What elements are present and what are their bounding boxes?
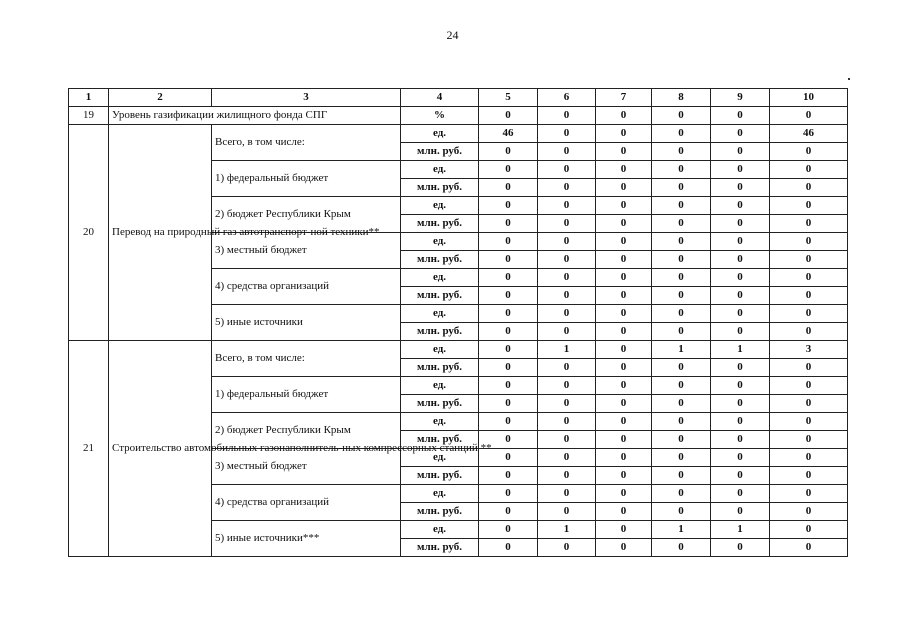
value-cell: 0 bbox=[770, 143, 848, 161]
value-cell: 0 bbox=[479, 377, 538, 395]
table-row bbox=[69, 341, 848, 359]
value-cell: 1 bbox=[711, 521, 770, 539]
value-cell: 0 bbox=[479, 287, 538, 305]
value-cell: 0 bbox=[538, 125, 596, 143]
value-cell: 0 bbox=[479, 305, 538, 323]
value-cell: 0 bbox=[711, 197, 770, 215]
value-cell: 1 bbox=[711, 341, 770, 359]
value-cell: 0 bbox=[479, 485, 538, 503]
value-cell: 0 bbox=[652, 395, 711, 413]
source-label: 3) местный бюджет bbox=[212, 449, 401, 485]
value-cell: 0 bbox=[538, 467, 596, 485]
value-cell: 0 bbox=[596, 539, 652, 557]
value-cell: 0 bbox=[711, 359, 770, 377]
value-cell: 0 bbox=[711, 161, 770, 179]
value-cell: 0 bbox=[652, 251, 711, 269]
value-cell: 0 bbox=[596, 413, 652, 431]
value-cell: 0 bbox=[652, 269, 711, 287]
value-cell: 46 bbox=[479, 125, 538, 143]
source-label: 4) средства организаций bbox=[212, 269, 401, 305]
value-cell: 0 bbox=[479, 323, 538, 341]
unit-cell: % bbox=[401, 107, 479, 125]
unit-cell: млн. руб. bbox=[401, 431, 479, 449]
source-label: 1) федеральный бюджет bbox=[212, 161, 401, 197]
value-cell: 0 bbox=[770, 161, 848, 179]
value-cell: 0 bbox=[652, 377, 711, 395]
value-cell: 0 bbox=[538, 413, 596, 431]
header-cell: 6 bbox=[538, 89, 596, 107]
value-cell: 0 bbox=[538, 395, 596, 413]
value-cell: 0 bbox=[596, 305, 652, 323]
page-number: 24 bbox=[446, 28, 459, 42]
unit-cell: ед. bbox=[401, 161, 479, 179]
value-cell: 0 bbox=[596, 395, 652, 413]
value-cell: 46 bbox=[770, 125, 848, 143]
value-cell: 0 bbox=[596, 485, 652, 503]
value-cell: 0 bbox=[596, 521, 652, 539]
unit-cell: млн. руб. bbox=[401, 359, 479, 377]
value-cell: 0 bbox=[711, 233, 770, 251]
unit-cell: млн. руб. bbox=[401, 251, 479, 269]
table-body bbox=[69, 89, 848, 557]
value-cell: 0 bbox=[711, 377, 770, 395]
header-cell: 8 bbox=[652, 89, 711, 107]
source-label: 5) иные источники bbox=[212, 305, 401, 341]
value-cell: 0 bbox=[479, 521, 538, 539]
value-cell: 0 bbox=[538, 485, 596, 503]
value-cell: 0 bbox=[770, 215, 848, 233]
value-cell: 0 bbox=[652, 179, 711, 197]
unit-cell: ед. bbox=[401, 197, 479, 215]
value-cell: 0 bbox=[652, 143, 711, 161]
value-cell: 0 bbox=[596, 125, 652, 143]
value-cell: 0 bbox=[538, 197, 596, 215]
value-cell: 0 bbox=[770, 233, 848, 251]
value-cell: 0 bbox=[596, 215, 652, 233]
value-cell: 0 bbox=[538, 323, 596, 341]
value-cell: 0 bbox=[538, 161, 596, 179]
value-cell: 0 bbox=[538, 359, 596, 377]
value-cell: 0 bbox=[479, 449, 538, 467]
row-number: 21 bbox=[69, 341, 109, 557]
value-cell: 0 bbox=[711, 323, 770, 341]
indicator-name: Перевод на природный газ автотранспорт-ной техники** bbox=[109, 125, 212, 341]
value-cell: 1 bbox=[538, 521, 596, 539]
unit-cell: млн. руб. bbox=[401, 287, 479, 305]
table-row-19 bbox=[69, 107, 848, 125]
value-cell: 0 bbox=[538, 215, 596, 233]
value-cell: 0 bbox=[711, 107, 770, 125]
value-cell: 0 bbox=[770, 503, 848, 521]
value-cell: 0 bbox=[479, 341, 538, 359]
value-cell: 0 bbox=[770, 485, 848, 503]
value-cell: 0 bbox=[596, 503, 652, 521]
value-cell: 0 bbox=[479, 179, 538, 197]
row-number: 20 bbox=[69, 125, 109, 341]
source-label: 3) местный бюджет bbox=[212, 233, 401, 269]
table-row bbox=[69, 125, 848, 143]
value-cell: 0 bbox=[770, 179, 848, 197]
value-cell: 0 bbox=[538, 431, 596, 449]
value-cell: 0 bbox=[711, 431, 770, 449]
unit-cell: ед. bbox=[401, 341, 479, 359]
value-cell: 0 bbox=[652, 107, 711, 125]
unit-cell: млн. руб. bbox=[401, 143, 479, 161]
value-cell: 0 bbox=[770, 251, 848, 269]
value-cell: 0 bbox=[538, 233, 596, 251]
source-label: 1) федеральный бюджет bbox=[212, 377, 401, 413]
value-cell: 0 bbox=[652, 323, 711, 341]
value-cell: 0 bbox=[652, 161, 711, 179]
value-cell: 0 bbox=[538, 287, 596, 305]
value-cell: 0 bbox=[770, 521, 848, 539]
value-cell: 0 bbox=[596, 449, 652, 467]
value-cell: 0 bbox=[711, 485, 770, 503]
unit-cell: ед. bbox=[401, 377, 479, 395]
value-cell: 0 bbox=[479, 161, 538, 179]
value-cell: 0 bbox=[652, 539, 711, 557]
value-cell: 0 bbox=[770, 287, 848, 305]
value-cell: 0 bbox=[596, 179, 652, 197]
value-cell: 0 bbox=[479, 215, 538, 233]
value-cell: 0 bbox=[596, 107, 652, 125]
value-cell: 0 bbox=[479, 197, 538, 215]
indicator-name: Уровень газификации жилищного фонда СПГ bbox=[109, 107, 401, 125]
unit-cell: млн. руб. bbox=[401, 467, 479, 485]
header-cell: 5 bbox=[479, 89, 538, 107]
value-cell: 0 bbox=[538, 503, 596, 521]
value-cell: 0 bbox=[711, 305, 770, 323]
value-cell: 0 bbox=[596, 197, 652, 215]
value-cell: 0 bbox=[596, 431, 652, 449]
header-row bbox=[69, 89, 848, 107]
value-cell: 0 bbox=[596, 161, 652, 179]
unit-cell: ед. bbox=[401, 125, 479, 143]
value-cell: 0 bbox=[652, 197, 711, 215]
value-cell: 0 bbox=[596, 269, 652, 287]
value-cell: 0 bbox=[538, 539, 596, 557]
value-cell: 0 bbox=[538, 305, 596, 323]
value-cell: 0 bbox=[711, 251, 770, 269]
value-cell: 0 bbox=[770, 269, 848, 287]
header-cell: 7 bbox=[596, 89, 652, 107]
header-cell: 9 bbox=[711, 89, 770, 107]
value-cell: 0 bbox=[538, 269, 596, 287]
value-cell: 0 bbox=[770, 449, 848, 467]
value-cell: 0 bbox=[479, 467, 538, 485]
value-cell: 0 bbox=[652, 449, 711, 467]
value-cell: 0 bbox=[770, 413, 848, 431]
source-label: 5) иные источники*** bbox=[212, 521, 401, 557]
value-cell: 3 bbox=[770, 341, 848, 359]
unit-cell: млн. руб. bbox=[401, 323, 479, 341]
value-cell: 0 bbox=[770, 359, 848, 377]
value-cell: 0 bbox=[479, 395, 538, 413]
data-table bbox=[68, 88, 848, 557]
value-cell: 0 bbox=[538, 107, 596, 125]
value-cell: 0 bbox=[770, 431, 848, 449]
unit-cell: ед. bbox=[401, 485, 479, 503]
unit-cell: млн. руб. bbox=[401, 215, 479, 233]
value-cell: 0 bbox=[479, 107, 538, 125]
source-label: 2) бюджет Республики Крым bbox=[212, 197, 401, 233]
value-cell: 0 bbox=[711, 143, 770, 161]
unit-cell: млн. руб. bbox=[401, 179, 479, 197]
value-cell: 0 bbox=[770, 395, 848, 413]
value-cell: 0 bbox=[652, 467, 711, 485]
value-cell: 0 bbox=[596, 143, 652, 161]
value-cell: 0 bbox=[479, 539, 538, 557]
header-cell: 2 bbox=[109, 89, 212, 107]
value-cell: 0 bbox=[596, 467, 652, 485]
value-cell: 0 bbox=[711, 395, 770, 413]
source-label: 4) средства организаций bbox=[212, 485, 401, 521]
value-cell: 0 bbox=[538, 377, 596, 395]
value-cell: 0 bbox=[596, 341, 652, 359]
value-cell: 0 bbox=[479, 251, 538, 269]
value-cell: 0 bbox=[596, 233, 652, 251]
value-cell: 0 bbox=[652, 413, 711, 431]
value-cell: 0 bbox=[538, 449, 596, 467]
unit-cell: млн. руб. bbox=[401, 503, 479, 521]
value-cell: 0 bbox=[770, 323, 848, 341]
unit-cell: ед. bbox=[401, 413, 479, 431]
value-cell: 0 bbox=[711, 215, 770, 233]
source-label: Всего, в том числе: bbox=[212, 341, 401, 377]
value-cell: 0 bbox=[596, 323, 652, 341]
row-number: 19 bbox=[69, 107, 109, 125]
value-cell: 0 bbox=[652, 359, 711, 377]
unit-cell: млн. руб. bbox=[401, 539, 479, 557]
value-cell: 0 bbox=[596, 287, 652, 305]
value-cell: 0 bbox=[479, 233, 538, 251]
value-cell: 0 bbox=[711, 503, 770, 521]
header-cell: 3 bbox=[212, 89, 401, 107]
value-cell: 0 bbox=[479, 269, 538, 287]
source-label: Всего, в том числе: bbox=[212, 125, 401, 161]
value-cell: 0 bbox=[479, 359, 538, 377]
value-cell: 1 bbox=[652, 341, 711, 359]
value-cell: 1 bbox=[652, 521, 711, 539]
value-cell: 0 bbox=[770, 107, 848, 125]
header-cell: 4 bbox=[401, 89, 479, 107]
value-cell: 0 bbox=[711, 269, 770, 287]
value-cell: 0 bbox=[596, 359, 652, 377]
value-cell: 0 bbox=[652, 503, 711, 521]
unit-cell: млн. руб. bbox=[401, 395, 479, 413]
value-cell: 0 bbox=[479, 143, 538, 161]
value-cell: 0 bbox=[652, 431, 711, 449]
source-label: 2) бюджет Республики Крым bbox=[212, 413, 401, 449]
value-cell: 0 bbox=[479, 413, 538, 431]
value-cell: 0 bbox=[711, 179, 770, 197]
value-cell: 0 bbox=[652, 125, 711, 143]
value-cell: 0 bbox=[652, 305, 711, 323]
unit-cell: ед. bbox=[401, 269, 479, 287]
unit-cell: ед. bbox=[401, 449, 479, 467]
value-cell: 0 bbox=[770, 467, 848, 485]
value-cell: 0 bbox=[479, 503, 538, 521]
value-cell: 0 bbox=[711, 449, 770, 467]
value-cell: 0 bbox=[711, 539, 770, 557]
header-cell: 1 bbox=[69, 89, 109, 107]
value-cell: 0 bbox=[770, 305, 848, 323]
scan-dot bbox=[848, 78, 850, 80]
value-cell: 0 bbox=[770, 377, 848, 395]
header-cell: 10 bbox=[770, 89, 848, 107]
value-cell: 0 bbox=[711, 467, 770, 485]
value-cell: 0 bbox=[479, 431, 538, 449]
value-cell: 0 bbox=[770, 539, 848, 557]
value-cell: 0 bbox=[711, 125, 770, 143]
value-cell: 0 bbox=[596, 251, 652, 269]
value-cell: 1 bbox=[538, 341, 596, 359]
value-cell: 0 bbox=[538, 179, 596, 197]
value-cell: 0 bbox=[652, 215, 711, 233]
unit-cell: ед. bbox=[401, 521, 479, 539]
value-cell: 0 bbox=[770, 197, 848, 215]
value-cell: 0 bbox=[711, 413, 770, 431]
value-cell: 0 bbox=[596, 377, 652, 395]
value-cell: 0 bbox=[538, 251, 596, 269]
value-cell: 0 bbox=[711, 287, 770, 305]
indicator-name: Строительство автомобильных газонаполнитель-ных компрессорных станций ** bbox=[109, 341, 212, 557]
value-cell: 0 bbox=[652, 485, 711, 503]
value-cell: 0 bbox=[538, 143, 596, 161]
value-cell: 0 bbox=[652, 287, 711, 305]
value-cell: 0 bbox=[652, 233, 711, 251]
unit-cell: ед. bbox=[401, 305, 479, 323]
unit-cell: ед. bbox=[401, 233, 479, 251]
